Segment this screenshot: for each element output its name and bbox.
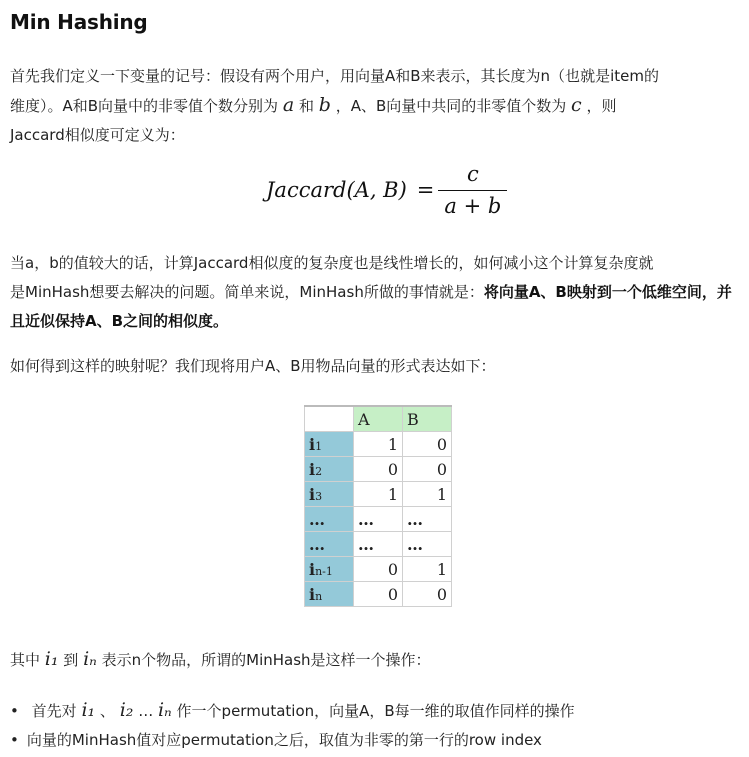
complexity-paragraph xyxy=(10,249,740,336)
intro-line-3: Jaccard相似度可定义为： xyxy=(10,126,185,144)
cell-a: 1 xyxy=(354,482,403,507)
cell-a: … xyxy=(354,532,403,557)
cell-a: 0 xyxy=(354,557,403,582)
section-heading: Min Hashing xyxy=(10,10,148,34)
row-header: i3 xyxy=(305,482,354,507)
formula-denominator: a + b xyxy=(444,194,502,218)
row-header: in xyxy=(305,582,354,607)
var-b: b xyxy=(318,94,331,116)
formula-lhs: Jaccard(A, B) xyxy=(266,178,407,202)
table-corner xyxy=(305,406,354,432)
complexity-line-1: 当a，b的值较大的话，计算Jaccard相似度的复杂度也是线性增长的，如何减小这个计算复杂度就 xyxy=(10,254,654,272)
text: 作一个permutation，向量A，B每一维的取值作同样的操作 xyxy=(176,702,575,720)
cell-a: 1 xyxy=(354,432,403,457)
cell-b: 0 xyxy=(403,432,452,457)
operation-list xyxy=(10,696,575,755)
table-row xyxy=(305,557,452,582)
text: 其中 xyxy=(10,651,41,669)
cell-b: 1 xyxy=(403,557,452,582)
jaccard-formula xyxy=(266,160,501,220)
var-c: c xyxy=(571,94,582,116)
cell-b: … xyxy=(403,507,452,532)
table-row xyxy=(305,457,452,482)
bold-statement: 将向量A、B映射到一个低维空间，并且近似保持A、B之间的相似度。 xyxy=(10,283,732,330)
list-item: • 向量的MinHash值对应permutation之后，取值为非零的第一行的row index xyxy=(10,726,575,755)
cell-a: … xyxy=(354,507,403,532)
cell-b: 0 xyxy=(403,582,452,607)
list-item xyxy=(10,696,575,726)
intro-line-2 xyxy=(10,91,740,121)
var-i1: i₁ xyxy=(44,648,59,670)
intro-line-1: 首先我们定义一下变量的记号：假设有两个用户，用向量A和B来表示，其长度为n（也就是item的 xyxy=(10,67,659,85)
text: 和 xyxy=(298,97,314,115)
row-header: i2 xyxy=(305,457,354,482)
table-row xyxy=(305,532,452,557)
text: 到 xyxy=(63,651,79,669)
formula-equals: = xyxy=(416,178,435,202)
cell-b: 1 xyxy=(403,482,452,507)
cell-a: 0 xyxy=(354,457,403,482)
intro-paragraph xyxy=(10,62,740,150)
cell-b: 0 xyxy=(403,457,452,482)
var-in: iₙ xyxy=(83,648,97,670)
text: 表示n个物品，所谓的MinHash是这样一个操作： xyxy=(101,651,431,669)
formula-numerator: c xyxy=(438,162,507,191)
items-paragraph xyxy=(10,645,740,675)
var-a: a xyxy=(282,94,295,116)
complexity-line-2 xyxy=(10,278,740,336)
vector-table xyxy=(304,405,452,607)
row-header: … xyxy=(305,532,354,557)
text: 维度）。A和B向量中的非零值个数分别为 xyxy=(10,97,279,115)
text: … xyxy=(138,702,154,720)
cell-b: … xyxy=(403,532,452,557)
column-header-a: A xyxy=(354,406,403,432)
row-header: in-1 xyxy=(305,557,354,582)
var-in: iₙ xyxy=(157,699,172,721)
table-row xyxy=(305,582,452,607)
table-row xyxy=(305,507,452,532)
text: 是MinHash想要去解决的问题。简单来说，MinHash所做的事情就是： xyxy=(10,283,484,301)
var-i1: i₁ xyxy=(81,699,96,721)
table-row xyxy=(305,432,452,457)
row-header: i1 xyxy=(305,432,354,457)
column-header-b: B xyxy=(403,406,452,432)
table-row xyxy=(305,482,452,507)
text: ，A、B向量中共同的非零值个数为 xyxy=(335,97,567,115)
text: 首先对 xyxy=(31,702,77,720)
text: 、 xyxy=(99,702,115,720)
text: ，则 xyxy=(586,97,617,115)
table-header-row xyxy=(305,406,452,432)
row-header: … xyxy=(305,507,354,532)
cell-a: 0 xyxy=(354,582,403,607)
formula-fraction xyxy=(444,162,501,218)
var-i2: i₂ xyxy=(119,699,134,721)
mapping-question: 如何得到这样的映射呢？我们现将用户A、B用物品向量的形式表达如下： xyxy=(10,357,496,375)
